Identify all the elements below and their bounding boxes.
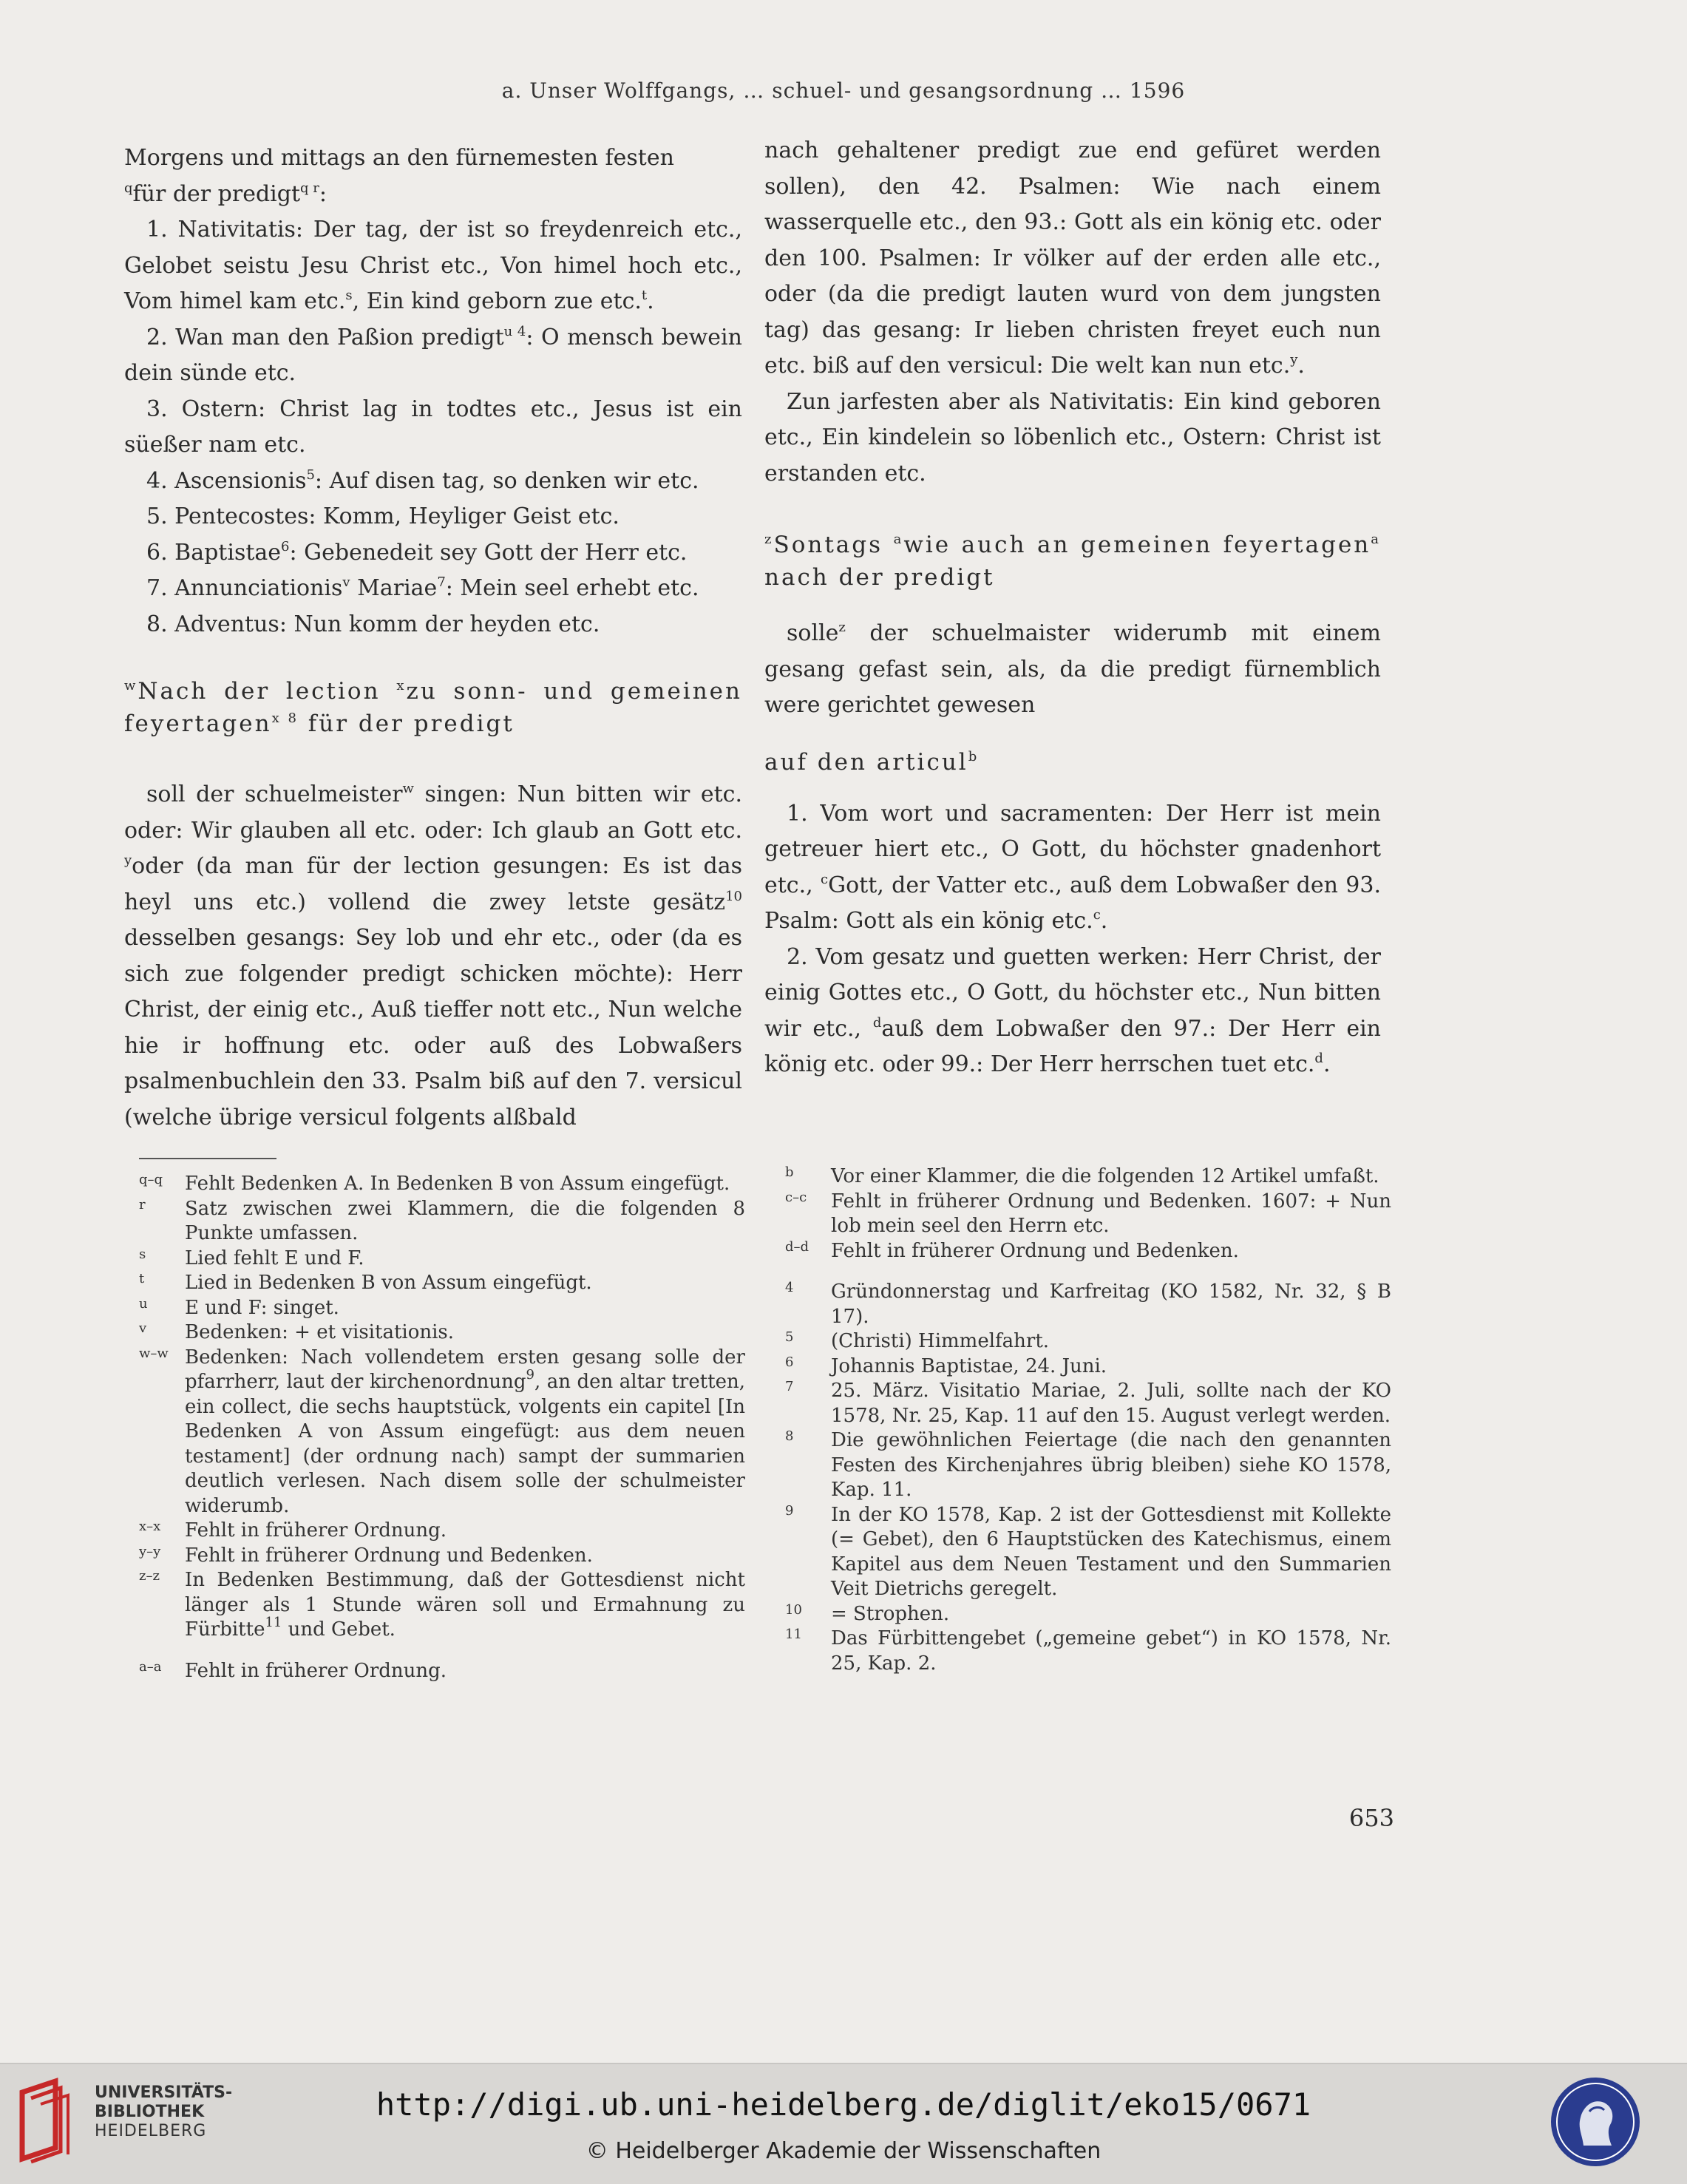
footnote: 11 Das Fürbittengebet („gemeine gebet“) in KO 1578, Nr. 25, Kap. 2. [785, 1627, 1391, 1675]
footnotes-right [785, 1164, 1391, 1676]
footnote: d–d Fehlt in früherer Ordnung und Bedenken. [785, 1238, 1239, 1262]
footnote: t Lied in Bedenken B von Assum eingefügt. [139, 1271, 592, 1294]
intro-paragraph: Morgens und mittags an den fürnemesten festen $^q$für der predigt$^{q r}$: [124, 145, 674, 207]
list-item: 8. Adventus: Nun komm der heyden etc. [146, 611, 600, 637]
library-name[interactable]: UNIVERSITÄTS- BIBLIOTHEK HEIDELBERG [95, 2083, 233, 2140]
footnote: y–y Fehlt in früherer Ordnung und Bedenken. [139, 1543, 593, 1567]
list-item: 1. Vom wort und sacramenten: Der Herr ist mein getreuer hiert etc., O Gott, du höchster gnadenhort etc., $^c$Gott, der Vatter etc., auß dem Lobwaßer den 93. Psalm: Gott als ein könig etc.$^c$. [764, 800, 1381, 934]
footnote: s Lied fehlt E und F. [139, 1246, 364, 1269]
subsection-heading: auf den articul$^b$ [764, 748, 980, 776]
footnote: 8 Die gewöhnlichen Feiertage (die nach den genannten Festen des Kirchenjahres übrig bleiben) siehe KO 1578, Kap. 11. [785, 1428, 1391, 1501]
body-paragraph: soll der schuelmeister$^w$ singen: Nun bitten wir etc. oder: Wir glauben all etc. oder: Ich glaub an Gott etc. $^y$oder (da man für der lection gesungen: Es ist das heyl uns etc.) vollend die zwey letste gesätz$^{10}$ desselben gesangs: Sey lob und ehr etc., oder (da es sich zue folgender predigt schicken möchte): Herr Christ, der einig etc., Auß tieffer nott etc., Nun welche hie ir hoffnung etc. oder auß des Lobwaßers psalmenbuchlein den 33. Psalm biß auf den 7. versicul (welche übrige versicul folgents alßbald [124, 781, 742, 1130]
section-heading: $^z$Sontags $^a$wie auch an gemeinen feyertagen$^a$ nach der predigt [764, 532, 1381, 591]
footnote: 7 25. März. Visitatio Mariae, 2. Juli, sollte nach der KO 1578, Nr. 25, Kap. 11 auf den 15. August verlegt werden. [785, 1379, 1391, 1427]
footnotes-left [139, 1172, 745, 1683]
footnote: u E und F: singet. [139, 1295, 339, 1319]
permalink-url[interactable]: http://digi.ub.uni-heidelberg.de/diglit/eko15/0671 [376, 2086, 1311, 2123]
copyright-notice: © Heidelberger Akademie der Wissenschaften [585, 2138, 1102, 2164]
running-head: a. Unser Wolffgangs, … schuel- und gesangsordnung … 1596 [501, 78, 1186, 103]
viewer-footer [0, 2063, 1687, 2184]
page-number: 653 [1348, 1804, 1394, 1832]
footnote: 10 = Strophen. [785, 1601, 950, 1625]
footnote: w–w Bedenken: Nach vollendetem ersten gesang solle der pfarrherr, laut der kirchenordnung$^9$, an den altar tretten, ein collect, die sechs hauptstück, volgents ein capitel [In Bedenken A von Assum eingefügt: aus dem neuen testament] (der ordnung nach) sampt der summarien deutlich verlesen. Nach disem solle der schulmeister widerumb. [139, 1345, 745, 1517]
list-item: 3. Ostern: Christ lag in todtes etc., Jesus ist ein süeßer nam etc. [124, 396, 742, 458]
right-column [764, 133, 1381, 1083]
body-paragraph: nach gehaltener predigt zue end gefüret werden sollen), den 42. Psalmen: Wie nach einem wasserquelle etc., den 93.: Gott als ein könig etc. oder den 100. Psalmen: Ir völker auf der erden alle etc., oder (da die predigt lauten wurd von dem jungsten tag) das gesang: Ir lieben christen freyet euch nun etc. biß auf den versicul: Die welt kan nun etc.$^y$. [764, 138, 1381, 379]
list-item: 5. Pentecostes: Komm, Heyliger Geist etc. [146, 503, 620, 529]
footnote: v Bedenken: + et visitationis. [139, 1320, 455, 1343]
footnote: 6 Johannis Baptistae, 24. Juni. [785, 1354, 1107, 1377]
list-item: 2. Vom gesatz und guetten werken: Herr Christ, der einig Gottes etc., O Gott, du höchster etc., Nun bitten wir etc., $^d$auß dem Lobwaßer den 97.: Der Herr ein könig etc. oder 99.: Der Herr herrschen tuet etc.$^d$. [764, 943, 1381, 1077]
footnote: z–z In Bedenken Bestimmung, daß der Gottesdienst nicht länger als 1 Stunde wären soll und Ermahnung zu Fürbitte$^{11}$ und Gebet. [139, 1568, 745, 1641]
footnote: 9 In der KO 1578, Kap. 2 ist der Gottesdienst mit Kollekte (= Gebet), den 6 Hauptstücken des Katechismus, einem Kapitel aus dem Neuen Testament und den Summarien Veit Dietrichs geregelt. [785, 1502, 1391, 1600]
footnote: q–q Fehlt Bedenken A. In Bedenken B von Assum eingefügt. [139, 1172, 730, 1195]
footnote: b Vor einer Klammer, die die folgenden 12 Artikel umfaßt. [785, 1164, 1379, 1187]
list-item: 4. Ascensionis$^5$: Auf disen tag, so denken wir etc. [146, 467, 699, 494]
footnote: 5 (Christi) Himmelfahrt. [785, 1329, 1050, 1352]
academy-seal-icon[interactable] [1548, 2075, 1643, 2169]
footnote: x–x Fehlt in früherer Ordnung. [139, 1519, 447, 1542]
footnote: a–a Fehlt in früherer Ordnung. [139, 1658, 447, 1682]
body-paragraph: solle$^z$ der schuelmaister widerumb mit einem gesang gefast sein, als, da die predigt fürnemblich were gerichtet gewesen [764, 620, 1381, 718]
list-item: 1. Nativitatis: Der tag, der ist so freydenreich etc., Gelobet seistu Jesu Christ etc., Von himel hoch etc., Vom himel kam etc.$^s$, Ein kind geborn zue etc.$^t$. [124, 217, 742, 314]
left-column [124, 140, 742, 1136]
list-item: 7. Annunciationis$^v$ Mariae$^7$: Mein seel erhebt etc. [146, 574, 699, 601]
list-item: 2. Wan man den Paßion predigt$^{u 4}$: O mensch bewein dein sünde etc. [124, 323, 742, 386]
section-heading: $^w$Nach der lection $^x$zu sonn- und gemeinen feyertagen$^{x 8}$ für der predigt [124, 678, 742, 737]
footnote: r Satz zwischen zwei Klammern, die die folgenden 8 Punkte umfassen. [139, 1196, 745, 1244]
footnote: 4 Gründonnerstag und Karfreitag (KO 1582, Nr. 32, § B 17). [785, 1280, 1391, 1328]
footnote: c–c Fehlt in früherer Ordnung und Bedenken. 1607: + Nun lob mein seel den Herrn etc. [785, 1189, 1391, 1237]
footnote-rule [139, 1158, 276, 1159]
list-item: 6. Baptistae$^6$: Gebenedeit sey Gott der Herr etc. [146, 538, 688, 566]
body-paragraph: Zun jarfesten aber als Nativitatis: Ein kind geboren etc., Ein kindelein so löbenlich etc., Ostern: Christ ist erstanden etc. [764, 388, 1381, 486]
